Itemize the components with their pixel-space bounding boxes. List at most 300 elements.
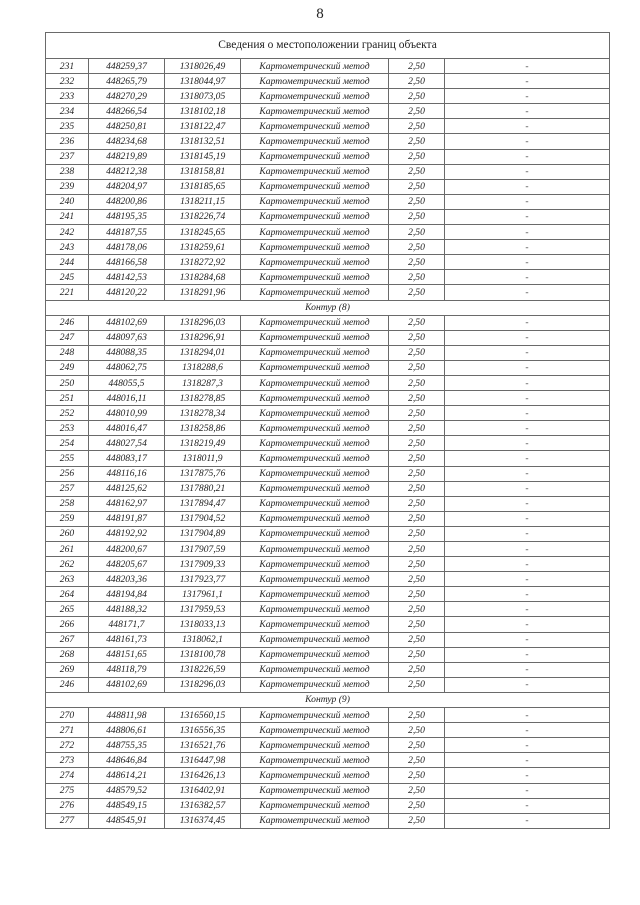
coord-x-cell: 448166,58 xyxy=(89,255,165,270)
method-cell: Картометрический метод xyxy=(241,149,389,164)
description-cell: - xyxy=(445,738,610,753)
description-cell: - xyxy=(445,753,610,768)
accuracy-cell: 2,50 xyxy=(389,662,445,677)
point-number-cell: 236 xyxy=(46,134,89,149)
coord-y-cell: 1318102,18 xyxy=(165,104,241,119)
method-cell: Картометрический метод xyxy=(241,59,389,74)
method-cell: Картометрический метод xyxy=(241,285,389,300)
method-cell: Картометрический метод xyxy=(241,391,389,406)
point-number-cell: 234 xyxy=(46,104,89,119)
description-cell: - xyxy=(445,587,610,602)
point-number-cell: 248 xyxy=(46,345,89,360)
method-cell: Картометрический метод xyxy=(241,345,389,360)
accuracy-cell: 2,50 xyxy=(389,315,445,330)
coord-y-cell: 1318296,91 xyxy=(165,330,241,345)
accuracy-cell: 2,50 xyxy=(389,74,445,89)
point-number-cell: 235 xyxy=(46,119,89,134)
coord-x-cell: 448811,98 xyxy=(89,708,165,723)
accuracy-cell: 2,50 xyxy=(389,602,445,617)
accuracy-cell: 2,50 xyxy=(389,104,445,119)
table-row xyxy=(46,632,610,647)
method-cell: Картометрический метод xyxy=(241,74,389,89)
coord-x-cell: 448118,79 xyxy=(89,662,165,677)
coord-y-cell: 1318011,9 xyxy=(165,451,241,466)
coord-x-cell: 448162,97 xyxy=(89,496,165,511)
coord-y-cell: 1318278,85 xyxy=(165,391,241,406)
description-cell: - xyxy=(445,375,610,390)
coord-y-cell: 1317907,59 xyxy=(165,542,241,557)
accuracy-cell: 2,50 xyxy=(389,89,445,104)
accuracy-cell: 2,50 xyxy=(389,360,445,375)
coord-y-cell: 1318100,78 xyxy=(165,647,241,662)
table-row xyxy=(46,647,610,662)
coord-x-cell: 448151,65 xyxy=(89,647,165,662)
point-number-cell: 259 xyxy=(46,511,89,526)
method-cell: Картометрический метод xyxy=(241,557,389,572)
description-cell: - xyxy=(445,194,610,209)
method-cell: Картометрический метод xyxy=(241,375,389,390)
point-number-cell: 255 xyxy=(46,451,89,466)
contour-header-row xyxy=(46,300,610,315)
coord-x-cell: 448200,86 xyxy=(89,194,165,209)
table-row xyxy=(46,421,610,436)
table-row xyxy=(46,209,610,224)
description-cell: - xyxy=(445,526,610,541)
accuracy-cell: 2,50 xyxy=(389,209,445,224)
method-cell: Картометрический метод xyxy=(241,436,389,451)
accuracy-cell: 2,50 xyxy=(389,134,445,149)
description-cell: - xyxy=(445,496,610,511)
point-number-cell: 276 xyxy=(46,798,89,813)
table-row xyxy=(46,149,610,164)
accuracy-cell: 2,50 xyxy=(389,330,445,345)
description-cell: - xyxy=(445,647,610,662)
coord-x-cell: 448016,47 xyxy=(89,421,165,436)
coord-y-cell: 1318026,49 xyxy=(165,59,241,74)
point-number-cell: 221 xyxy=(46,285,89,300)
coord-y-cell: 1318296,03 xyxy=(165,315,241,330)
description-cell: - xyxy=(445,557,610,572)
method-cell: Картометрический метод xyxy=(241,209,389,224)
description-cell: - xyxy=(445,240,610,255)
description-cell: - xyxy=(445,451,610,466)
coord-y-cell: 1316521,76 xyxy=(165,738,241,753)
point-number-cell: 241 xyxy=(46,209,89,224)
coord-y-cell: 1316402,91 xyxy=(165,783,241,798)
description-cell: - xyxy=(445,209,610,224)
coord-y-cell: 1318073,05 xyxy=(165,89,241,104)
coord-y-cell: 1318287,3 xyxy=(165,375,241,390)
method-cell: Картометрический метод xyxy=(241,315,389,330)
accuracy-cell: 2,50 xyxy=(389,496,445,511)
table-row xyxy=(46,587,610,602)
accuracy-cell: 2,50 xyxy=(389,798,445,813)
method-cell: Картометрический метод xyxy=(241,330,389,345)
accuracy-cell: 2,50 xyxy=(389,345,445,360)
table-row xyxy=(46,738,610,753)
table-row xyxy=(46,602,610,617)
coord-x-cell: 448062,75 xyxy=(89,360,165,375)
method-cell: Картометрический метод xyxy=(241,481,389,496)
table-caption: Сведения о местоположении границ объекта xyxy=(46,33,610,59)
point-number-cell: 264 xyxy=(46,587,89,602)
coord-y-cell: 1318226,74 xyxy=(165,209,241,224)
method-cell: Картометрический метод xyxy=(241,753,389,768)
point-number-cell: 231 xyxy=(46,59,89,74)
table-row xyxy=(46,542,610,557)
description-cell: - xyxy=(445,360,610,375)
table-row xyxy=(46,526,610,541)
coord-y-cell: 1318284,68 xyxy=(165,270,241,285)
point-number-cell: 266 xyxy=(46,617,89,632)
table-row xyxy=(46,164,610,179)
table-row xyxy=(46,225,610,240)
coord-x-cell: 448614,21 xyxy=(89,768,165,783)
table-row xyxy=(46,59,610,74)
coord-y-cell: 1318122,47 xyxy=(165,119,241,134)
accuracy-cell: 2,50 xyxy=(389,677,445,692)
method-cell: Картометрический метод xyxy=(241,662,389,677)
method-cell: Картометрический метод xyxy=(241,194,389,209)
accuracy-cell: 2,50 xyxy=(389,481,445,496)
coord-x-cell: 448266,54 xyxy=(89,104,165,119)
table-row xyxy=(46,179,610,194)
coord-y-cell: 1318259,61 xyxy=(165,240,241,255)
coord-x-cell: 448265,79 xyxy=(89,74,165,89)
coord-x-cell: 448579,52 xyxy=(89,783,165,798)
accuracy-cell: 2,50 xyxy=(389,557,445,572)
coord-x-cell: 448549,15 xyxy=(89,798,165,813)
coord-x-cell: 448102,69 xyxy=(89,677,165,692)
accuracy-cell: 2,50 xyxy=(389,225,445,240)
coord-x-cell: 448125,62 xyxy=(89,481,165,496)
point-number-cell: 267 xyxy=(46,632,89,647)
description-cell: - xyxy=(445,617,610,632)
table-caption-row xyxy=(46,33,610,59)
point-number-cell: 247 xyxy=(46,330,89,345)
description-cell: - xyxy=(445,285,610,300)
point-number-cell: 240 xyxy=(46,194,89,209)
coord-x-cell: 448088,35 xyxy=(89,345,165,360)
description-cell: - xyxy=(445,677,610,692)
table-row xyxy=(46,255,610,270)
description-cell: - xyxy=(445,255,610,270)
point-number-cell: 249 xyxy=(46,360,89,375)
coord-y-cell: 1318291,96 xyxy=(165,285,241,300)
point-number-cell: 273 xyxy=(46,753,89,768)
method-cell: Картометрический метод xyxy=(241,451,389,466)
accuracy-cell: 2,50 xyxy=(389,542,445,557)
coord-y-cell: 1316426,13 xyxy=(165,768,241,783)
table-row xyxy=(46,194,610,209)
description-cell: - xyxy=(445,59,610,74)
table-row xyxy=(46,557,610,572)
description-cell: - xyxy=(445,602,610,617)
point-number-cell: 246 xyxy=(46,677,89,692)
method-cell: Картометрический метод xyxy=(241,406,389,421)
coord-y-cell: 1318132,51 xyxy=(165,134,241,149)
coord-x-cell: 448219,89 xyxy=(89,149,165,164)
accuracy-cell: 2,50 xyxy=(389,753,445,768)
table-row xyxy=(46,119,610,134)
coord-x-cell: 448212,38 xyxy=(89,164,165,179)
coord-x-cell: 448259,37 xyxy=(89,59,165,74)
accuracy-cell: 2,50 xyxy=(389,285,445,300)
table-row xyxy=(46,270,610,285)
coord-x-cell: 448142,53 xyxy=(89,270,165,285)
point-number-cell: 250 xyxy=(46,375,89,390)
method-cell: Картометрический метод xyxy=(241,104,389,119)
description-cell: - xyxy=(445,511,610,526)
table-row xyxy=(46,677,610,692)
accuracy-cell: 2,50 xyxy=(389,813,445,828)
point-number-cell: 261 xyxy=(46,542,89,557)
coord-x-cell: 448188,32 xyxy=(89,602,165,617)
coord-y-cell: 1318272,92 xyxy=(165,255,241,270)
coord-x-cell: 448195,35 xyxy=(89,209,165,224)
coord-y-cell: 1317880,21 xyxy=(165,481,241,496)
method-cell: Картометрический метод xyxy=(241,813,389,828)
coord-y-cell: 1318033,13 xyxy=(165,617,241,632)
table-row xyxy=(46,240,610,255)
table-row xyxy=(46,466,610,481)
point-number-cell: 260 xyxy=(46,526,89,541)
point-number-cell: 277 xyxy=(46,813,89,828)
coord-x-cell: 448097,63 xyxy=(89,330,165,345)
coord-y-cell: 1317909,33 xyxy=(165,557,241,572)
point-number-cell: 237 xyxy=(46,149,89,164)
point-number-cell: 272 xyxy=(46,738,89,753)
description-cell: - xyxy=(445,391,610,406)
accuracy-cell: 2,50 xyxy=(389,240,445,255)
coord-x-cell: 448203,36 xyxy=(89,572,165,587)
table-row xyxy=(46,134,610,149)
table-row xyxy=(46,330,610,345)
coord-y-cell: 1318294,01 xyxy=(165,345,241,360)
description-cell: - xyxy=(445,466,610,481)
method-cell: Картометрический метод xyxy=(241,738,389,753)
coord-x-cell: 448102,69 xyxy=(89,315,165,330)
coord-y-cell: 1316382,57 xyxy=(165,798,241,813)
table-row xyxy=(46,285,610,300)
method-cell: Картометрический метод xyxy=(241,225,389,240)
table-row xyxy=(46,572,610,587)
accuracy-cell: 2,50 xyxy=(389,617,445,632)
accuracy-cell: 2,50 xyxy=(389,179,445,194)
method-cell: Картометрический метод xyxy=(241,768,389,783)
table-row xyxy=(46,74,610,89)
coord-y-cell: 1318245,65 xyxy=(165,225,241,240)
accuracy-cell: 2,50 xyxy=(389,587,445,602)
point-number-cell: 271 xyxy=(46,723,89,738)
description-cell: - xyxy=(445,813,610,828)
accuracy-cell: 2,50 xyxy=(389,406,445,421)
point-number-cell: 275 xyxy=(46,783,89,798)
table-row xyxy=(46,723,610,738)
accuracy-cell: 2,50 xyxy=(389,194,445,209)
coord-y-cell: 1317894,47 xyxy=(165,496,241,511)
contour-title: Контур (8) xyxy=(46,300,610,315)
accuracy-cell: 2,50 xyxy=(389,164,445,179)
coordinates-sheet xyxy=(45,32,609,829)
accuracy-cell: 2,50 xyxy=(389,511,445,526)
point-number-cell: 274 xyxy=(46,768,89,783)
coord-x-cell: 448161,73 xyxy=(89,632,165,647)
point-number-cell: 233 xyxy=(46,89,89,104)
coord-x-cell: 448191,87 xyxy=(89,511,165,526)
coord-y-cell: 1316556,35 xyxy=(165,723,241,738)
point-number-cell: 257 xyxy=(46,481,89,496)
coord-y-cell: 1318278,34 xyxy=(165,406,241,421)
method-cell: Картометрический метод xyxy=(241,708,389,723)
coord-y-cell: 1317961,1 xyxy=(165,587,241,602)
accuracy-cell: 2,50 xyxy=(389,375,445,390)
description-cell: - xyxy=(445,345,610,360)
method-cell: Картометрический метод xyxy=(241,587,389,602)
table-row xyxy=(46,768,610,783)
description-cell: - xyxy=(445,406,610,421)
table-row xyxy=(46,798,610,813)
table-row xyxy=(46,753,610,768)
accuracy-cell: 2,50 xyxy=(389,421,445,436)
contour-title: Контур (9) xyxy=(46,692,610,707)
description-cell: - xyxy=(445,164,610,179)
table-row xyxy=(46,345,610,360)
point-number-cell: 246 xyxy=(46,315,89,330)
table-row xyxy=(46,315,610,330)
table-row xyxy=(46,104,610,119)
coord-y-cell: 1317904,89 xyxy=(165,526,241,541)
point-number-cell: 268 xyxy=(46,647,89,662)
coord-x-cell: 448120,22 xyxy=(89,285,165,300)
method-cell: Картометрический метод xyxy=(241,602,389,617)
coord-y-cell: 1318062,1 xyxy=(165,632,241,647)
coord-y-cell: 1318211,15 xyxy=(165,194,241,209)
method-cell: Картометрический метод xyxy=(241,723,389,738)
description-cell: - xyxy=(445,179,610,194)
coord-y-cell: 1317875,76 xyxy=(165,466,241,481)
point-number-cell: 269 xyxy=(46,662,89,677)
description-cell: - xyxy=(445,572,610,587)
boundary-coordinates-table xyxy=(45,32,610,829)
table-row xyxy=(46,436,610,451)
description-cell: - xyxy=(445,798,610,813)
accuracy-cell: 2,50 xyxy=(389,783,445,798)
coord-y-cell: 1318145,19 xyxy=(165,149,241,164)
method-cell: Картометрический метод xyxy=(241,421,389,436)
method-cell: Картометрический метод xyxy=(241,617,389,632)
description-cell: - xyxy=(445,104,610,119)
point-number-cell: 232 xyxy=(46,74,89,89)
table-row xyxy=(46,813,610,828)
method-cell: Картометрический метод xyxy=(241,632,389,647)
coord-x-cell: 448083,17 xyxy=(89,451,165,466)
description-cell: - xyxy=(445,315,610,330)
coord-x-cell: 448270,29 xyxy=(89,89,165,104)
description-cell: - xyxy=(445,270,610,285)
coord-x-cell: 448187,55 xyxy=(89,225,165,240)
coord-x-cell: 448234,68 xyxy=(89,134,165,149)
description-cell: - xyxy=(445,421,610,436)
point-number-cell: 251 xyxy=(46,391,89,406)
coord-x-cell: 448200,67 xyxy=(89,542,165,557)
contour-header-row xyxy=(46,692,610,707)
coord-y-cell: 1318044,97 xyxy=(165,74,241,89)
method-cell: Картометрический метод xyxy=(241,572,389,587)
table-row xyxy=(46,662,610,677)
point-number-cell: 244 xyxy=(46,255,89,270)
table-row xyxy=(46,406,610,421)
table-row xyxy=(46,451,610,466)
method-cell: Картометрический метод xyxy=(241,360,389,375)
table-row xyxy=(46,708,610,723)
coord-x-cell: 448194,84 xyxy=(89,587,165,602)
description-cell: - xyxy=(445,225,610,240)
accuracy-cell: 2,50 xyxy=(389,723,445,738)
description-cell: - xyxy=(445,723,610,738)
coord-x-cell: 448010,99 xyxy=(89,406,165,421)
table-row xyxy=(46,89,610,104)
method-cell: Картометрический метод xyxy=(241,119,389,134)
coord-y-cell: 1317959,53 xyxy=(165,602,241,617)
method-cell: Картометрический метод xyxy=(241,255,389,270)
point-number-cell: 242 xyxy=(46,225,89,240)
coord-y-cell: 1318185,65 xyxy=(165,179,241,194)
description-cell: - xyxy=(445,632,610,647)
table-row xyxy=(46,481,610,496)
table-row xyxy=(46,511,610,526)
point-number-cell: 256 xyxy=(46,466,89,481)
description-cell: - xyxy=(445,542,610,557)
method-cell: Картометрический метод xyxy=(241,496,389,511)
coord-y-cell: 1318226,59 xyxy=(165,662,241,677)
point-number-cell: 270 xyxy=(46,708,89,723)
coord-y-cell: 1318258,86 xyxy=(165,421,241,436)
description-cell: - xyxy=(445,330,610,345)
method-cell: Картометрический метод xyxy=(241,179,389,194)
accuracy-cell: 2,50 xyxy=(389,119,445,134)
accuracy-cell: 2,50 xyxy=(389,451,445,466)
table-row xyxy=(46,496,610,511)
coord-x-cell: 448016,11 xyxy=(89,391,165,406)
coord-y-cell: 1316447,98 xyxy=(165,753,241,768)
description-cell: - xyxy=(445,481,610,496)
accuracy-cell: 2,50 xyxy=(389,738,445,753)
table-row xyxy=(46,783,610,798)
description-cell: - xyxy=(445,119,610,134)
method-cell: Картометрический метод xyxy=(241,526,389,541)
description-cell: - xyxy=(445,436,610,451)
method-cell: Картометрический метод xyxy=(241,677,389,692)
method-cell: Картометрический метод xyxy=(241,798,389,813)
accuracy-cell: 2,50 xyxy=(389,572,445,587)
accuracy-cell: 2,50 xyxy=(389,708,445,723)
point-number-cell: 253 xyxy=(46,421,89,436)
point-number-cell: 258 xyxy=(46,496,89,511)
description-cell: - xyxy=(445,74,610,89)
coord-y-cell: 1318288,6 xyxy=(165,360,241,375)
coord-x-cell: 448806,61 xyxy=(89,723,165,738)
point-number-cell: 263 xyxy=(46,572,89,587)
coord-y-cell: 1316560,15 xyxy=(165,708,241,723)
method-cell: Картометрический метод xyxy=(241,511,389,526)
method-cell: Картометрический метод xyxy=(241,134,389,149)
description-cell: - xyxy=(445,662,610,677)
description-cell: - xyxy=(445,708,610,723)
accuracy-cell: 2,50 xyxy=(389,270,445,285)
point-number-cell: 254 xyxy=(46,436,89,451)
point-number-cell: 265 xyxy=(46,602,89,617)
